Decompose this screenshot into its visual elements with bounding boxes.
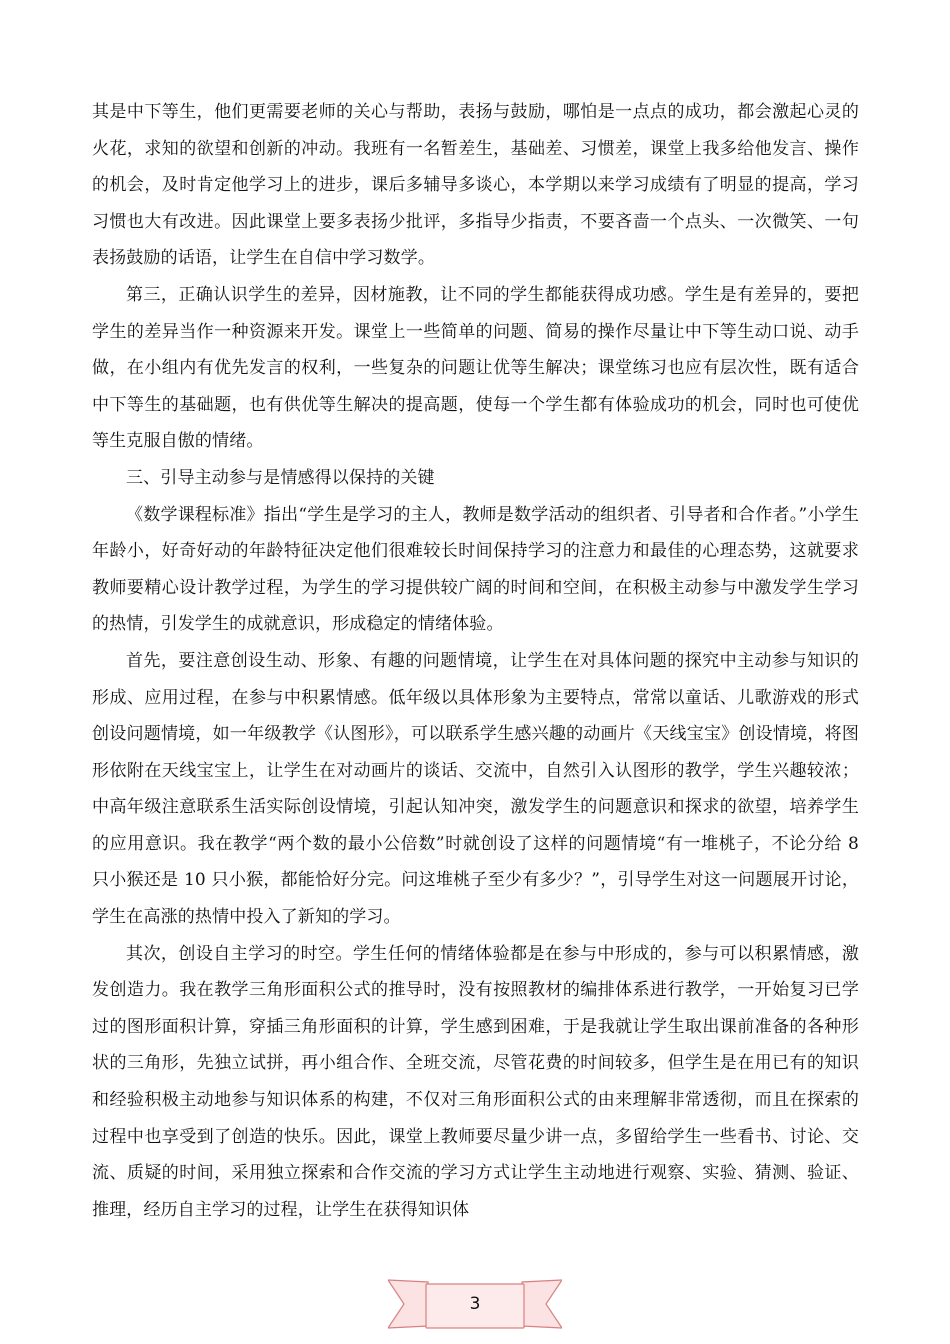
paragraph-6: 其次，创设自主学习的时空。学生任何的情绪体验都是在参与中形成的，参与可以积累情感，激发创造力。我在教学三角形面积公式的推导时，没有按照教材的编排体系进行教学，一开始复习已学过的图形面积计算，穿插三角形面积的计算，学生感到困难，于是我就让学生取出课前准备的各种形状的三角形，先独立试拼，再小组合作、全班交流，尽管花费的时间较多，但学生是在用已有的知识和经验积极主动地参与知识体系的构建，不仅对三角形面积公式的由来理解非常透彻，而且在探索的过程中也享受到了创造的快乐。因此，课堂上教师要尽量少讲一点，多留给学生一些看书、讨论、交流、质疑的时间，采用独立探索和合作交流的学习方式让学生主动地进行观察、实验、猜测、验证、推理，经历自主学习的过程，让学生在获得知识体 bbox=[92, 943, 859, 1220]
paragraph-1: 其是中下等生，他们更需要老师的关心与帮助，表扬与鼓励，哪怕是一点点的成功，都会激起心灵的火花，求知的欲望和创新的冲动。我班有一名暂差生，基础差、习惯差，课堂上我多给他发言、操作的机会，及时肯定他学习上的进步，课后多辅导多谈心，本学期以来学习成绩有了明显的提高，学习习惯也大有改进。因此课堂上要多表扬少批评，多指导少指责，不要吝啬一个点头、一次微笑、一句表扬鼓励的话语，让学生在自信中学习数学。 bbox=[92, 102, 859, 269]
paragraph-4: 《数学课程标准》指出“学生是学习的主人，教师是数学活动的组织者、引导者和合作者。”小学生年龄小，好奇好动的年龄特征决定他们很难较长时间保持学习的注意力和最佳的心理态势，这就要求教师要精心设计教学过程，为学生的学习提供较广阔的时间和空间，在积极主动参与中激发学生学习的热情，引发学生的成就意识，形成稳定的情绪体验。 bbox=[92, 504, 859, 635]
paragraph-2: 第三，正确认识学生的差异，因材施教，让不同的学生都能获得成功感。学生是有差异的，要把学生的差异当作一种资源来开发。课堂上一些简单的问题、简易的操作尽量让中下等生动口说、动手做，在小组内有优先发言的权利，一些复杂的问题让优等生解决；课堂练习也应有层次性，既有适合中下等生的基础题，也有供优等生解决的提高题，使每一个学生都有体验成功的机会，同时也可使优等生克服自傲的情绪。 bbox=[92, 284, 859, 452]
document-body bbox=[92, 94, 859, 1228]
page-number: 3 bbox=[469, 1294, 481, 1314]
section-heading-3: 三、引导主动参与是情感得以保持的关键 bbox=[126, 467, 435, 488]
page-number-ribbon bbox=[388, 1268, 562, 1338]
paragraph-5: 首先，要注意创设生动、形象、有趣的问题情境，让学生在对具体问题的探究中主动参与知识的形成、应用过程，在参与中积累情感。低年级以具体形象为主要特点，常常以童话、儿歌游戏的形式创设问题情境，如一年级教学《认图形》，可以联系学生感兴趣的动画片《天线宝宝》创设情境，将图形依附在天线宝宝上，让学生在对动画片的谈话、交流中，自然引入认图形的教学，学生兴趣较浓；中高年级注意联系生活实际创设情境，引起认知冲突，激发学生的问题意识和探求的欲望，培养学生的应用意识。我在教学“两个数的最小公倍数”时就创设了这样的问题情境“有一堆桃子，不论分给 8 只小猴还是 10 只小猴，都能恰好分完。问这堆桃子至少有多少？”，引导学生对这一问题展开讨论，学生在高涨的热情中投入了新知的学习。 bbox=[92, 650, 859, 928]
